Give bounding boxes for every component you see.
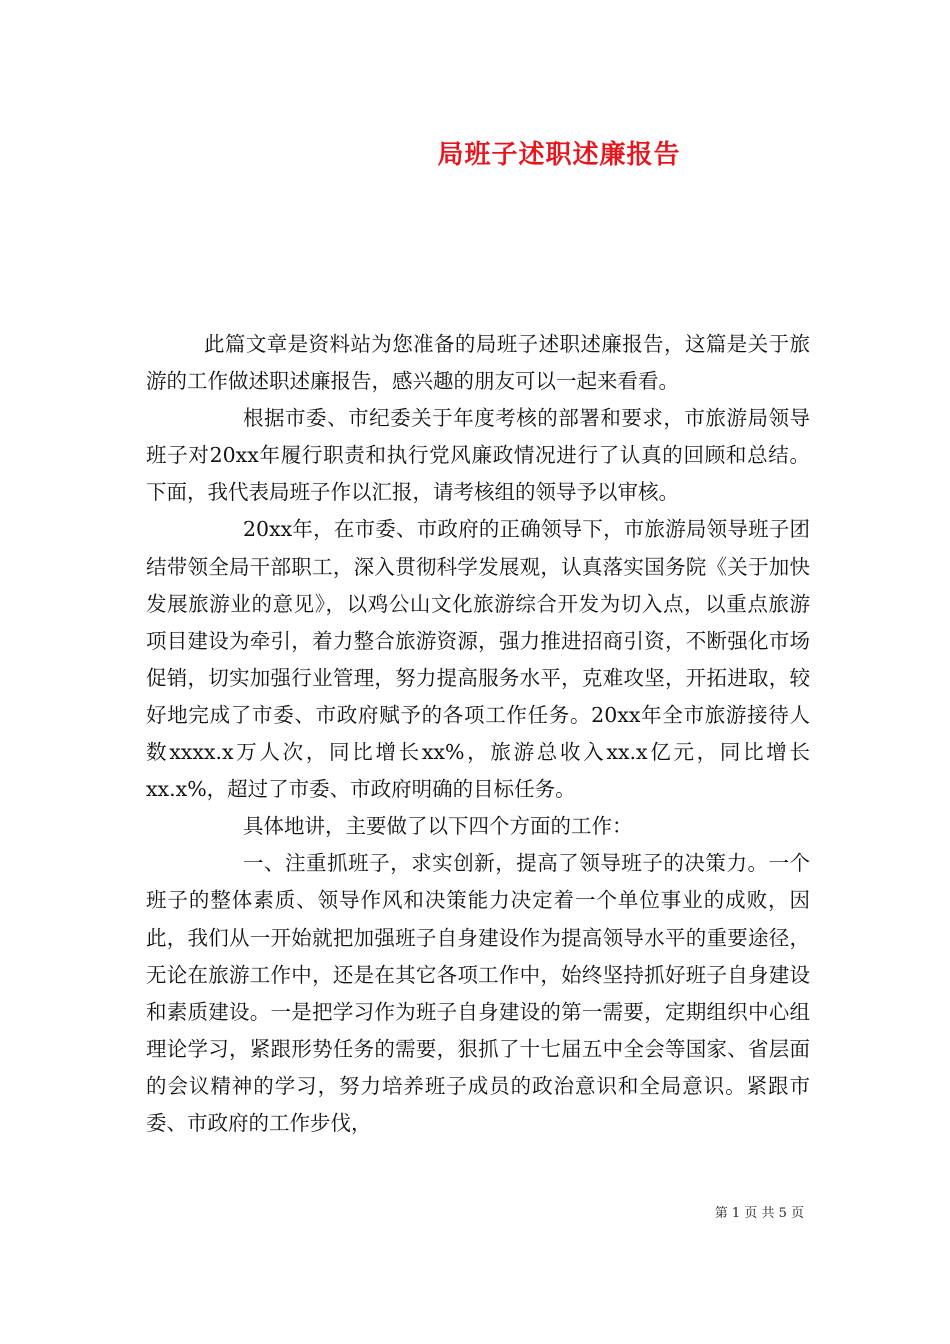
document-body <box>146 326 810 1142</box>
document-title: 局班子述职述廉报告 <box>437 140 681 170</box>
paragraph-preface: 根据市委、市纪委关于年度考核的部署和要求，市旅游局领导班子对20xx年履行职责和执行党风廉政情况进行了认真的回顾和总结。下面，我代表局班子作以汇报，请考核组的领导予以审核。 <box>146 406 810 505</box>
paragraph-overview: 20xx年，在市委、市政府的正确领导下，市旅游局领导班子团结带领全局干部职工，深入贯彻科学发展观，认真落实国务院《关于加快发展旅游业的意见》，以鸡公山文化旅游综合开发为切入点，以重点旅游项目建设为牵引，着力整合旅游资源，强力推进招商引资，不断强化市场促销，切实加强行业管理，努力提高服务水平，克难攻坚，开拓进取，较好地完成了市委、市政府赋予的各项工作任务。20xx年全市旅游接待人数xxxx.x万人次，同比增长xx%，旅游总收入xx.x亿元，同比增长xx.x%，超过了市委、市政府明确的目标任务。 <box>146 517 810 802</box>
paragraph-summary-lead: 具体地讲，主要做了以下四个方面的工作： <box>243 814 633 839</box>
paragraph-intro: 此篇文章是资料站为您准备的局班子述职述廉报告，这篇是关于旅游的工作做述职述廉报告，感兴趣的朋友可以一起来看看。 <box>146 332 810 394</box>
page-number-footer: 第 1 页 共 5 页 <box>714 1206 804 1221</box>
paragraph-section-one: 一、注重抓班子，求实创新，提高了领导班子的决策力。一个班子的整体素质、领导作风和决策能力决定着一个单位事业的成败，因此，我们从一开始就把加强班子自身建设作为提高领导水平的重要途径，无论在旅游工作中，还是在其它各项工作中，始终坚持抓好班子自身建设和素质建设。一是把学习作为班子自身建设的第一需要，定期组织中心组理论学习，紧跟形势任务的需要，狠抓了十七届五中全会等国家、省层面的会议精神的学习，努力培养班子成员的政治意识和全局意识。紧跟市委、市政府的工作步伐， <box>146 851 810 1135</box>
